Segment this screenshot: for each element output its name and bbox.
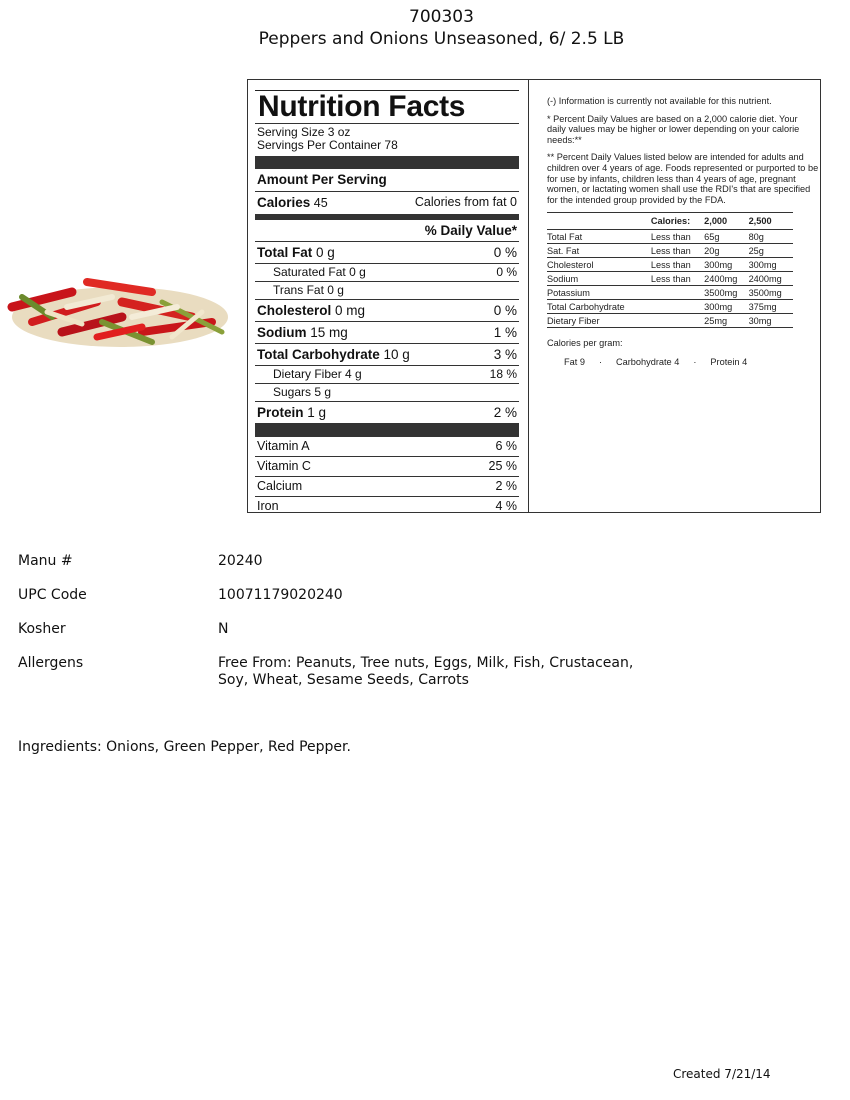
vitamin-row	[255, 476, 519, 496]
nutrient-dv: 3 %	[493, 347, 517, 362]
dv-table-cell: 30mg	[749, 314, 793, 328]
nutrient-amount: 4 g	[345, 367, 362, 381]
dv-table-cell: 25mg	[704, 314, 748, 328]
detail-value: Free From: Peanuts, Tree nuts, Eggs, Milk, Fish, Crustacean, Soy, Wheat, Sesame Seeds, Carrots	[218, 655, 634, 688]
detail-label: UPC Code	[18, 587, 87, 603]
nutrient-row	[255, 281, 519, 299]
cpg-fat: Fat 9	[564, 356, 585, 367]
nutrient-amount: 10 g	[383, 347, 410, 362]
dv-table-cell	[651, 314, 704, 328]
dv-table-cell: 2400mg	[704, 272, 748, 286]
nutrition-footnotes	[547, 96, 819, 368]
dv-table-cell: Cholesterol	[547, 258, 651, 272]
dv-table-cell: 375mg	[749, 300, 793, 314]
dv-table-cell: 65g	[704, 230, 748, 244]
nutrient-dv: 0 %	[493, 303, 517, 318]
daily-value-label: % Daily Value*	[424, 223, 517, 238]
detail-label: Allergens	[18, 655, 84, 671]
thick-divider	[255, 156, 519, 169]
dv-table-cell: Less than	[651, 230, 704, 244]
amount-per-serving: Amount Per Serving	[257, 172, 387, 187]
nutrient-name: Sugars	[273, 385, 312, 399]
nutrient-amount: 1 g	[307, 405, 327, 420]
detail-value: 10071179020240	[218, 587, 343, 603]
nutrient-name: Trans Fat	[273, 283, 324, 297]
cpg-carb: Carbohydrate 4	[616, 356, 680, 367]
nutrition-title: Nutrition Facts	[255, 90, 519, 123]
nutrient-name: Cholesterol	[257, 303, 332, 318]
nutrient-name: Saturated Fat	[273, 265, 346, 279]
serving-size: Serving Size 3 oz	[257, 125, 351, 139]
cpg-sep: ·	[693, 356, 697, 367]
nutrient-amount: 0 g	[327, 283, 344, 297]
ingredients: Ingredients: Onions, Green Pepper, Red Pepper.	[18, 739, 351, 755]
dv-table-row	[547, 258, 793, 272]
dv-table-cell: Potassium	[547, 286, 651, 300]
nutrition-facts-panel	[247, 79, 821, 513]
dv-table-cell	[651, 286, 704, 300]
nutrient-list	[255, 241, 519, 423]
detail-value: N	[218, 621, 229, 637]
dv-table-cell: 20g	[704, 244, 748, 258]
dv-table-cell: Sodium	[547, 272, 651, 286]
dv-table-row	[547, 314, 793, 328]
vitamin-dv: 25 %	[488, 459, 517, 473]
dv-table-cell: Total Fat	[547, 230, 651, 244]
dv-table-cell: Dietary Fiber	[547, 314, 651, 328]
vitamin-dv: 6 %	[495, 439, 517, 453]
nutrient-amount: 0 g	[316, 245, 335, 260]
nutrient-name: Sodium	[257, 325, 307, 340]
nutrient-amount: 5 g	[314, 385, 332, 399]
detail-label: Kosher	[18, 621, 66, 637]
na-note: (-) Information is currently not available for this nutrient.	[547, 96, 772, 106]
created-date: Created 7/21/14	[673, 1067, 771, 1081]
calories-per-gram	[547, 338, 819, 367]
dv-table-cell: 300mg	[749, 258, 793, 272]
dv-table-cell: 300mg	[704, 258, 748, 272]
vitamin-list	[255, 436, 519, 516]
calories-from-fat: Calories from fat 0	[414, 195, 517, 209]
nutrient-row	[255, 401, 519, 423]
page-header	[0, 6, 850, 50]
cpg-sep: ·	[598, 356, 602, 367]
dv-table-cell: Sat. Fat	[547, 244, 651, 258]
cpg-values	[547, 357, 819, 368]
dv-table-cell: Less than	[651, 258, 704, 272]
nutrient-row	[255, 241, 519, 263]
item-number: 700303	[409, 7, 474, 27]
dv-table-header: 2,500	[749, 213, 793, 230]
nutrient-row	[255, 383, 519, 401]
pdv-note: * Percent Daily Values are based on a 2,000 calorie diet. Your daily values may be higher or lower depending on your calorie needs:**	[547, 113, 800, 145]
nutrient-row	[255, 343, 519, 365]
dv-table-cell: Less than	[651, 272, 704, 286]
dv-table-cell: 300mg	[704, 300, 748, 314]
detail-label: Manu #	[18, 553, 73, 569]
nutrient-dv: 2 %	[493, 405, 517, 420]
nutrient-name: Total Fat	[257, 245, 313, 260]
nutrient-row	[255, 299, 519, 321]
calories-value: 45	[313, 196, 328, 210]
nutrient-dv: 18 %	[489, 367, 517, 381]
dv-table-header: 2,000	[704, 213, 748, 230]
dv-table-cell	[651, 300, 704, 314]
vitamin-name: Iron	[257, 499, 279, 513]
servings-per-container: Servings Per Container 78	[257, 138, 398, 152]
detail-value: 20240	[218, 553, 263, 569]
dv-table-row	[547, 230, 793, 244]
nutrient-dv: 0 %	[496, 265, 517, 279]
dv-table-cell: 25g	[749, 244, 793, 258]
dv-table-cell: 3500mg	[749, 286, 793, 300]
daily-value-table	[547, 212, 793, 328]
nutrient-name: Dietary Fiber	[273, 367, 342, 381]
dv-table-cell: Less than	[651, 244, 704, 258]
nutrition-label	[255, 80, 519, 516]
cpg-label: Calories per gram:	[547, 338, 623, 349]
nutrient-row	[255, 263, 519, 281]
dv-table-cell: 2400mg	[749, 272, 793, 286]
nutrient-name: Total Carbohydrate	[257, 347, 380, 362]
daily-value-header	[255, 219, 519, 241]
nutrient-dv: 1 %	[493, 325, 517, 340]
dv-table-row	[547, 286, 793, 300]
vitamin-row	[255, 436, 519, 456]
vitamin-dv: 2 %	[495, 479, 517, 493]
product-image	[2, 262, 234, 357]
dv-table-header	[547, 213, 651, 230]
nutrient-dv: 0 %	[493, 245, 517, 260]
vitamin-name: Vitamin C	[257, 459, 311, 473]
serving-info	[255, 123, 519, 156]
thick-divider-2	[255, 423, 519, 436]
dv-table-header: Calories:	[651, 213, 704, 230]
nutrient-row	[255, 321, 519, 343]
dv-table-cell: Total Carbohydrate	[547, 300, 651, 314]
nutrient-name: Protein	[257, 405, 304, 420]
dv-table-cell: 3500mg	[704, 286, 748, 300]
nutrient-row	[255, 365, 519, 383]
dv-table-row	[547, 300, 793, 314]
calories-row	[255, 191, 519, 214]
vitamin-name: Vitamin A	[257, 439, 310, 453]
vitamin-row	[255, 456, 519, 476]
vitamin-dv: 4 %	[495, 499, 517, 513]
nutrient-amount: 0 mg	[335, 303, 366, 318]
calories-label: Calories	[257, 195, 311, 210]
pdv-note-2: ** Percent Daily Values listed below are intended for adults and children over 4 years of age. Foods represented or purported to be for use by infants, children less than 4 years of age, pregnant women, or lactating women shall use the RDI's that are specified for the intended group provided by the FDA.	[547, 152, 819, 205]
panel-divider	[528, 80, 529, 512]
nutrient-amount: 0 g	[349, 265, 366, 279]
dv-table-row	[547, 244, 793, 258]
vitamin-row	[255, 496, 519, 516]
nutrient-amount: 15 mg	[310, 325, 348, 340]
dv-table-cell: 80g	[749, 230, 793, 244]
cpg-protein: Protein 4	[710, 356, 748, 367]
vitamin-name: Calcium	[257, 479, 303, 493]
product-name: Peppers and Onions Unseasoned, 6/ 2.5 LB	[258, 29, 625, 49]
dv-table-row	[547, 272, 793, 286]
